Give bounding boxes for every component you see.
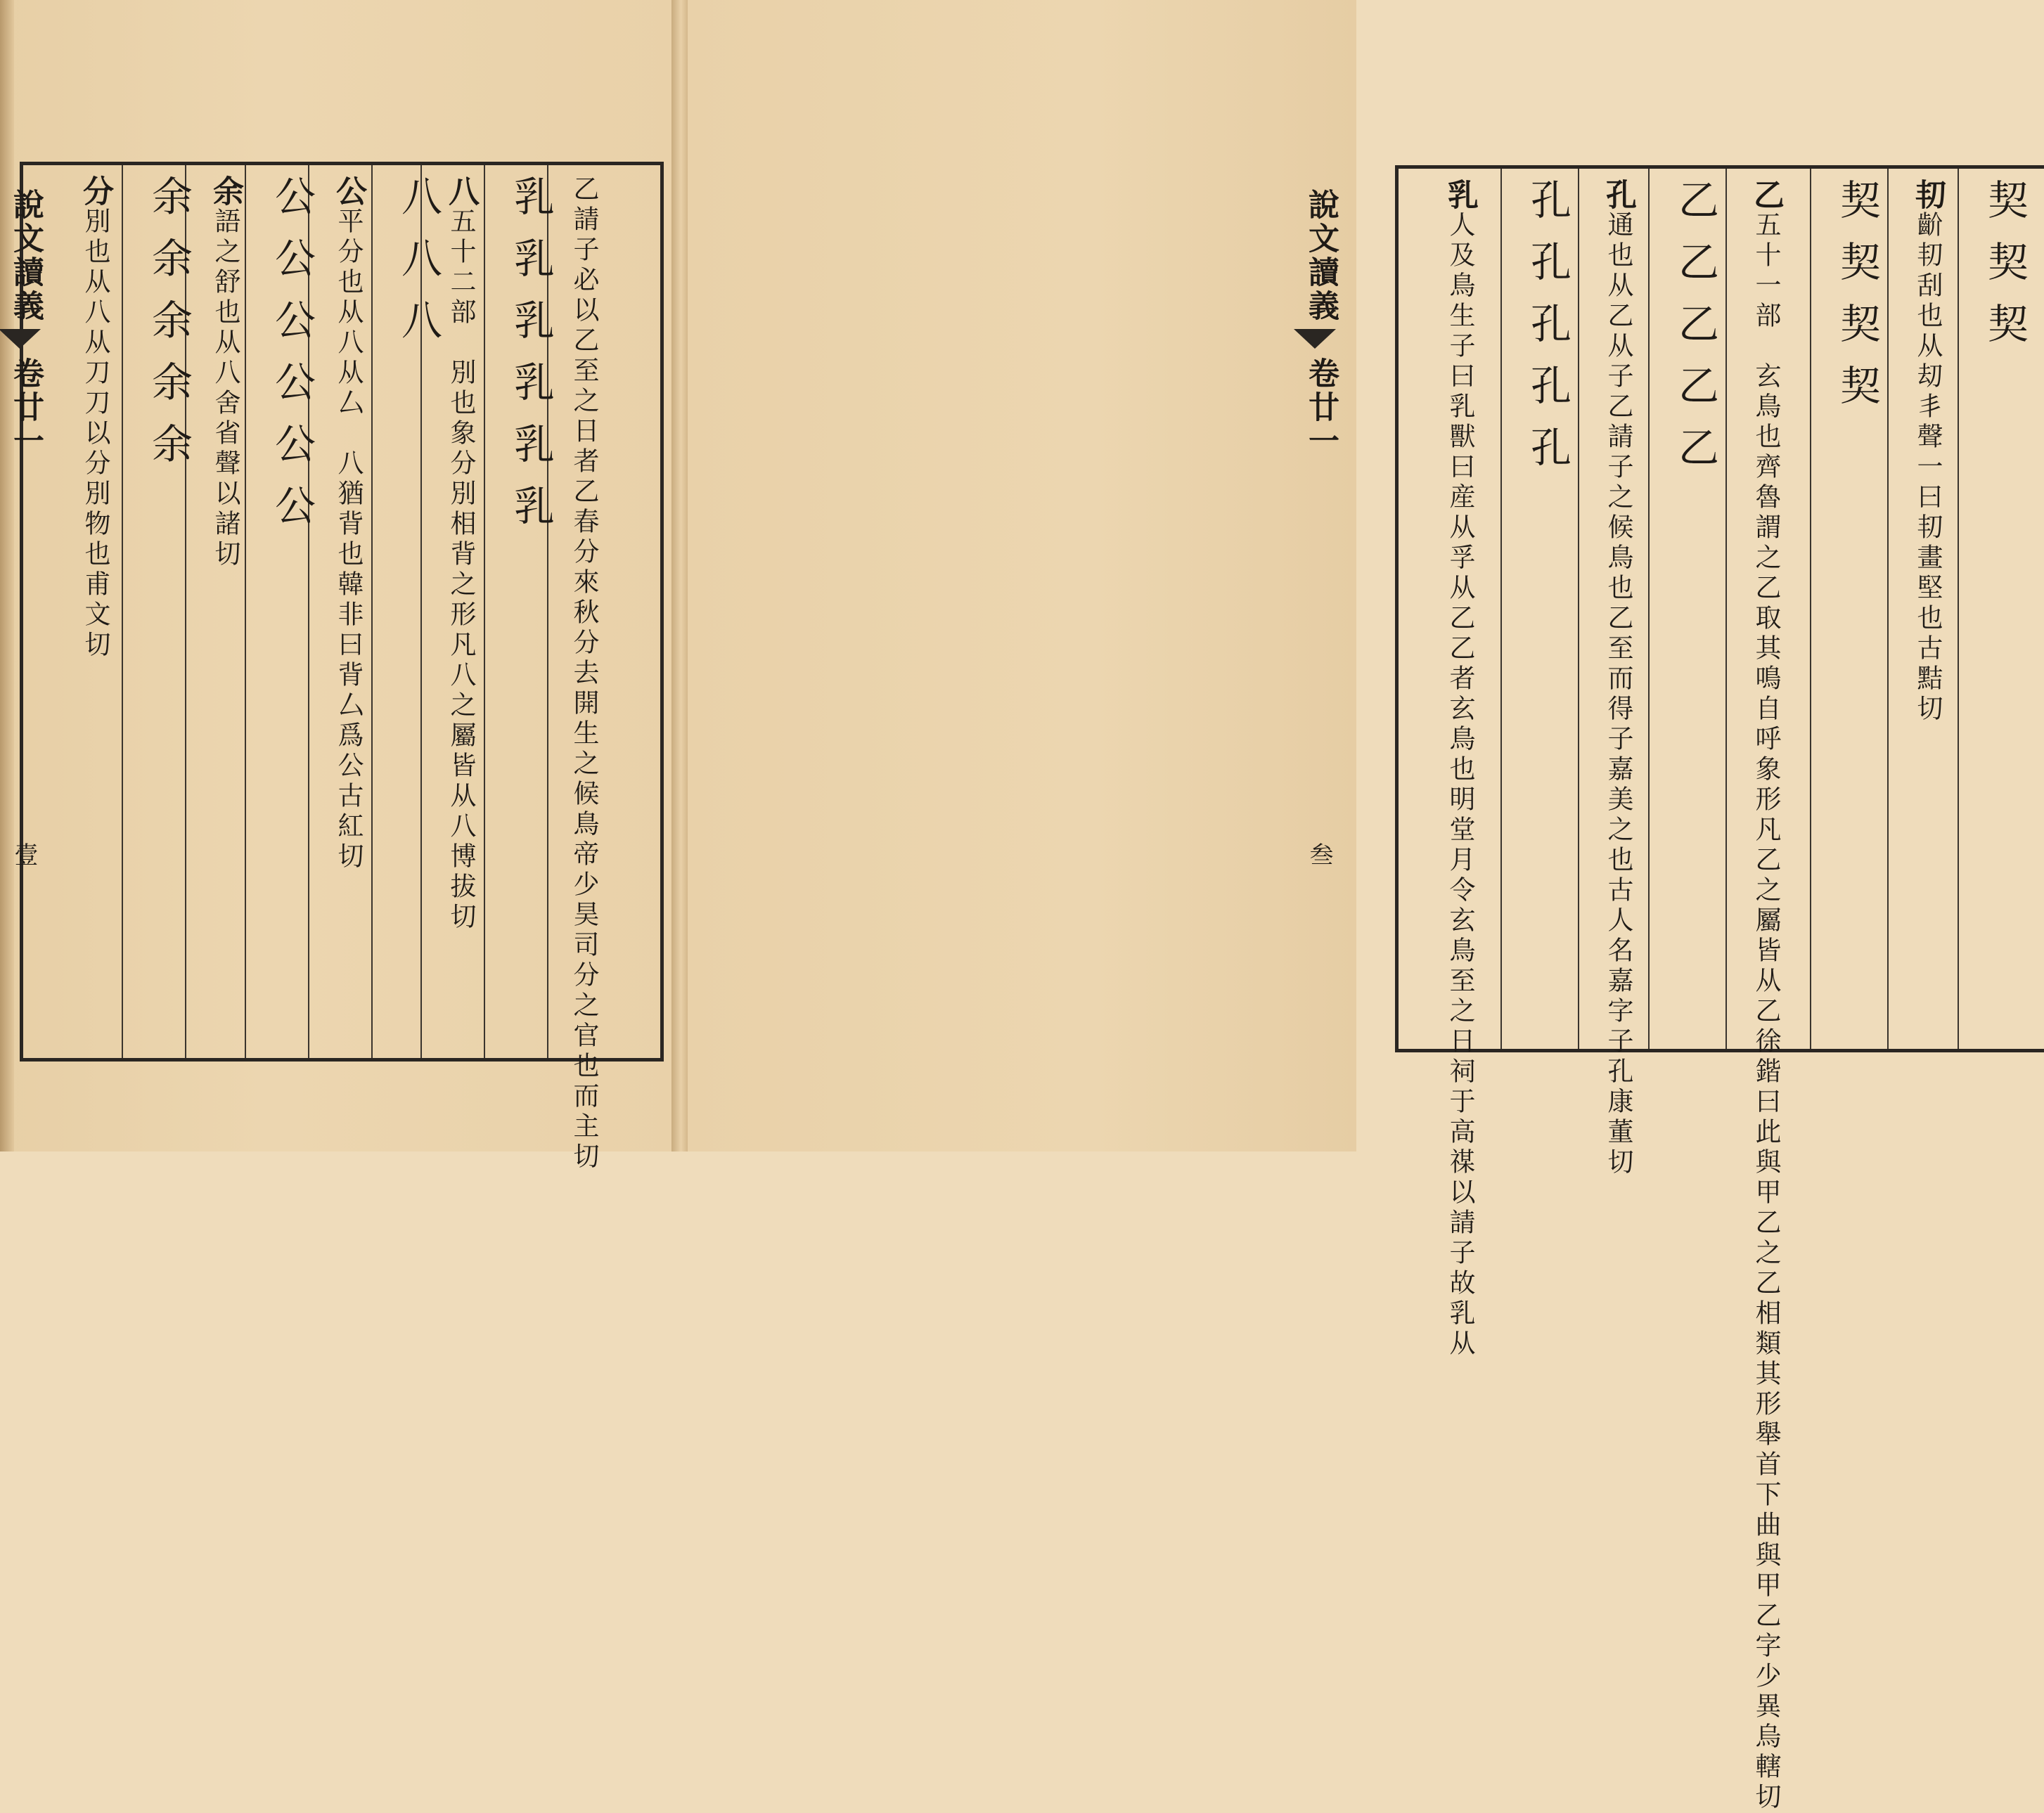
- entry-head-character: 孔: [1600, 179, 1636, 211]
- left_page-column-yu: [203, 175, 248, 570]
- left_page-column-yi-seal: [501, 175, 560, 546]
- entry-gloss-text: 語之舒也从八舍省聲以諸切: [210, 207, 240, 570]
- entry-head-character: 㓞: [1910, 179, 1946, 211]
- right-page-frame: [1395, 165, 2044, 1813]
- left_page-column-yi-note: [565, 175, 603, 1173]
- right_page-column-rule: [1887, 169, 1889, 1049]
- right_page-column-kong-seal: [1518, 179, 1577, 488]
- right_page-margin-title: 說文讀義: [1303, 188, 1339, 323]
- seal-script-forms: 契契契契: [1833, 179, 1881, 426]
- right_page-column-qie: [1905, 179, 1950, 725]
- seal-script-forms: 孔孔孔孔孔: [1524, 179, 1571, 488]
- left_page-column-rule: [484, 165, 485, 1058]
- entry-head-character: 乙: [1748, 179, 1784, 211]
- entry-gloss-text: 人及鳥生子曰乳獸曰産从孚从乙乙者玄鳥也明堂月令玄鳥至之日祠于高禖以請子故乳从: [1445, 211, 1475, 1360]
- right_page-column-rule: [1648, 169, 1650, 1049]
- entry-gloss-text: 乙請子必以乙至之日者乙春分來秋分去開生之候鳥帝少昊司分之官也而主切: [569, 175, 599, 1173]
- left_page-column-yu-seal: [139, 175, 198, 484]
- left_page-juan-number: 卷廿一: [8, 357, 44, 458]
- left-page-frame: [20, 162, 664, 1173]
- left_page-column-fen: [72, 175, 117, 661]
- right_page-column-rule: [1500, 169, 1502, 1049]
- right_page-column-yi2: [1743, 179, 1788, 1813]
- right_page-column-rule: [1810, 169, 1811, 1049]
- entry-gloss-text: 五十二部 別也象分別相背之形凡八之屬皆从八博拔切: [446, 207, 476, 933]
- left_page-column-gong-seal: [262, 175, 321, 546]
- left_page-column-ba-seal: [389, 175, 448, 361]
- entry-gloss-text: 別也从八从刀刀以分別物也甫文切: [80, 207, 110, 661]
- left-page-edge: [0, 0, 14, 1151]
- left_page-column-gong: [326, 175, 371, 872]
- entry-gloss-text: 齘㓞刮也从刧丯聲一曰㓞畫堅也古黠切: [1913, 211, 1943, 725]
- entry-gloss-text: 平分也从八从厶 八猶背也韓非曰背厶爲公古紅切: [333, 207, 364, 872]
- seal-script-forms: 契契契: [1981, 179, 2029, 364]
- right-page: [688, 0, 2029, 1813]
- right_page-column-kong: [1595, 179, 1640, 1178]
- right_page-column-yi2-seal: [1666, 179, 1725, 488]
- entry-head-character: 余: [207, 175, 243, 207]
- right_page-column-rule: [1725, 169, 1727, 1049]
- right_page-column-xie-seal-a: [1975, 179, 2034, 364]
- right_page-column-rule: [1958, 169, 1959, 1049]
- right_page-column-ru: [1437, 179, 1482, 1360]
- left_page-folio-number: 壹: [10, 842, 38, 867]
- seal-script-forms: 乙乙乙乙乙: [1671, 179, 1719, 488]
- seal-script-forms: 八八八: [394, 175, 442, 361]
- right_page-column-qie-seal: [1827, 179, 1886, 426]
- right_page-fishtail-mark: [1294, 329, 1336, 349]
- left_page-column-rule: [371, 165, 373, 1058]
- left_page-margin-title: 說文讀義: [8, 188, 44, 323]
- left_page-column-rule: [122, 165, 123, 1058]
- entry-gloss-text: 五十一部 玄鳥也齊魯謂之乙取其鳴自呼象形凡乙之屬皆从乙徐鍇曰此與甲乙之乙相類其形舉首下曲與甲乙字少異烏轄切: [1751, 211, 1781, 1813]
- right_page-folio-number: 叁: [1305, 842, 1333, 867]
- seal-script-forms: 余余余余余: [145, 175, 193, 484]
- entry-head-character: 公: [330, 175, 366, 207]
- entry-head-character: 乳: [1442, 179, 1478, 211]
- seal-script-forms: 公公公公公公: [268, 175, 316, 546]
- entry-head-character: 八: [443, 175, 479, 207]
- right_page-juan-number: 卷廿一: [1303, 357, 1339, 458]
- left_page-fishtail-mark: [0, 329, 41, 349]
- left-page: [0, 0, 676, 1173]
- entry-head-character: 分: [77, 175, 113, 207]
- entry-gloss-text: 通也从乙从子乙請子之候鳥也乙至而得子嘉美之也古人名嘉字子孔康董切: [1603, 211, 1633, 1178]
- seal-script-forms: 乳乳乳乳乳乳: [507, 175, 555, 546]
- right_page-column-rule: [1578, 169, 1579, 1049]
